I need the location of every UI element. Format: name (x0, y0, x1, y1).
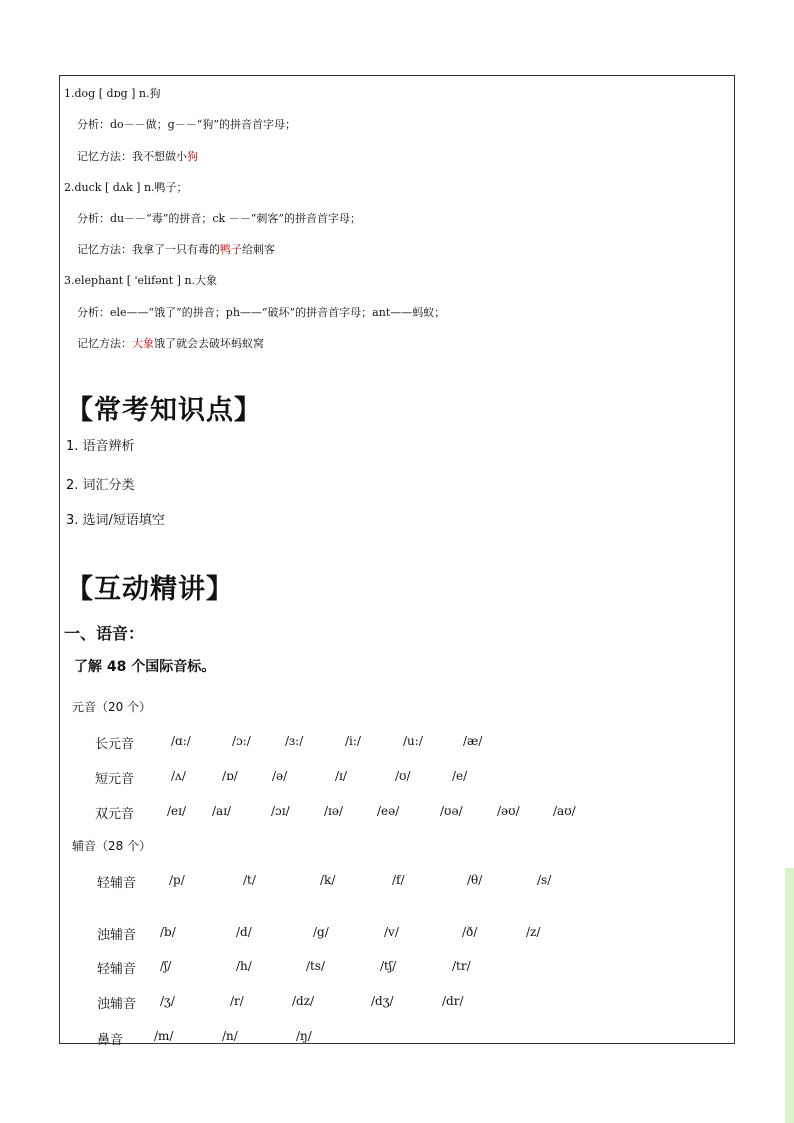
memory-label: 记忆方法： (77, 337, 132, 350)
phonetic-symbol: /ɪə/ (324, 804, 344, 818)
phonetic-symbol: /e/ (452, 769, 468, 783)
phonetic-symbol: /ɔ:/ (232, 734, 251, 748)
memory-highlight: 大象 (132, 337, 154, 350)
phonetic-symbol: /æ/ (463, 734, 483, 748)
analysis-label: 分析： (77, 212, 110, 225)
phonetic-symbol: /p/ (169, 873, 185, 887)
phonetic-symbol: /s/ (537, 873, 552, 887)
phonetic-symbol: /ə/ (272, 769, 288, 783)
row-label: 浊辅音 (97, 928, 137, 943)
interactive-heading: 【互动精讲】 (66, 574, 234, 605)
memory-text-end: 饿了就会去破坏蚂蚁窝 (154, 337, 264, 350)
analysis-text: ele——“饿了”的拼音；ph——“破坏”的拼音首字母；ant——蚂蚁； (110, 306, 446, 319)
consonants-heading: 辅音（28 个） (72, 839, 152, 853)
row-label: 短元音 (95, 772, 135, 787)
memory-text: 我不想做小 (132, 150, 187, 163)
phonetic-symbol: /v/ (384, 925, 399, 939)
memory-label: 记忆方法： (77, 243, 132, 256)
side-scroll-strip (785, 868, 794, 1123)
memory-text: 我拿了一只有毒的 (132, 243, 220, 256)
phonetic-symbol: /d/ (236, 925, 252, 939)
phonetic-symbol: /z/ (526, 925, 541, 939)
phonetic-symbol: /ɑ:/ (171, 734, 191, 748)
knowledge-item: 2. 词汇分类 (66, 478, 135, 493)
phonetic-symbol: /g/ (313, 925, 329, 939)
intro-line: 了解 48 个国际音标。 (74, 659, 216, 675)
phonetic-symbol: /ʊ/ (395, 769, 411, 783)
phonetic-symbol: /ʃ/ (160, 959, 172, 973)
phonetic-symbol: /ŋ/ (296, 1029, 312, 1043)
phonetic-symbol: /əʊ/ (497, 804, 520, 818)
phonetic-symbol: /tr/ (452, 959, 471, 973)
vocab-entry-elephant: 3.elephant [ 'elifənt ] n.大象 (64, 274, 218, 287)
phonetic-symbol: /tʃ/ (380, 959, 397, 973)
phonetic-symbol: /r/ (230, 994, 244, 1008)
row-label: 浊辅音 (97, 997, 137, 1012)
phonetic-symbol: /eɪ/ (167, 804, 187, 818)
knowledge-item: 1. 语音辨析 (66, 439, 135, 454)
knowledge-item: 3. 选词/短语填空 (66, 513, 165, 528)
memory-highlight: 狗 (187, 150, 198, 163)
row-label: 双元音 (95, 807, 135, 822)
vocab-memory-elephant (77, 335, 264, 351)
phonetic-symbol: /n/ (222, 1029, 238, 1043)
phonetic-symbol: /dz/ (292, 994, 315, 1008)
phonetic-symbol: /ts/ (306, 959, 326, 973)
phonetic-symbol: /dr/ (442, 994, 464, 1008)
phonetic-symbol: /f/ (392, 873, 405, 887)
row-label: 轻辅音 (97, 876, 137, 891)
memory-label: 记忆方法： (77, 150, 132, 163)
phonetic-symbol: /u:/ (403, 734, 423, 748)
vocab-entry-duck: 2.duck [ dʌk ] n.鸭子； (64, 181, 188, 194)
vocab-analysis-duck (77, 210, 361, 226)
row-label: 轻辅音 (97, 962, 137, 977)
phonetic-symbol: /t/ (243, 873, 256, 887)
phonetic-symbol: /b/ (160, 925, 176, 939)
phonetic-symbol: /dʒ/ (371, 994, 394, 1008)
memory-text-end: 给刺客 (242, 243, 275, 256)
phonetic-symbol: /m/ (154, 1029, 174, 1043)
row-label: 鼻音 (97, 1033, 124, 1048)
analysis-label: 分析： (77, 306, 110, 319)
phonetic-symbol: /ʊə/ (440, 804, 463, 818)
phonetic-symbol: /eə/ (377, 804, 400, 818)
phonetic-symbol: /aɪ/ (212, 804, 232, 818)
phonetic-symbol: /ɒ/ (222, 769, 238, 783)
phonetic-symbol: /ʌ/ (171, 769, 186, 783)
row-label: 长元音 (95, 737, 135, 752)
vocab-memory-duck (77, 241, 275, 257)
phonetic-symbol: /ɔɪ/ (271, 804, 290, 818)
phonetic-symbol: /ʒ/ (160, 994, 175, 1008)
analysis-text: do－－做；g－－“狗”的拼音首字母； (110, 118, 296, 131)
phonetic-symbol: /i:/ (345, 734, 361, 748)
memory-highlight: 鸭子 (220, 243, 242, 256)
knowledge-heading: 【常考知识点】 (66, 395, 262, 426)
vocab-analysis-elephant (77, 304, 445, 320)
vocab-analysis-dog (77, 116, 296, 132)
phonetic-symbol: /h/ (236, 959, 252, 973)
vocab-entry-dog: 1.dog [ dɒg ] n.狗 (64, 87, 161, 100)
phonetic-symbol: /ð/ (462, 925, 478, 939)
analysis-text: du－－“毒”的拼音；ck －－“刺客”的拼音首字母； (110, 212, 361, 225)
phonetic-symbol: /aʊ/ (553, 804, 576, 818)
vocab-memory-dog (77, 148, 198, 164)
phonetic-symbol: /θ/ (467, 873, 483, 887)
phonetic-symbol: /ɪ/ (335, 769, 347, 783)
phonetic-symbol: /k/ (320, 873, 336, 887)
section-title: 一、语音： (64, 624, 145, 643)
vowels-heading: 元音（20 个） (72, 700, 152, 714)
analysis-label: 分析： (77, 118, 110, 131)
phonetic-symbol: /ɜ:/ (285, 734, 304, 748)
